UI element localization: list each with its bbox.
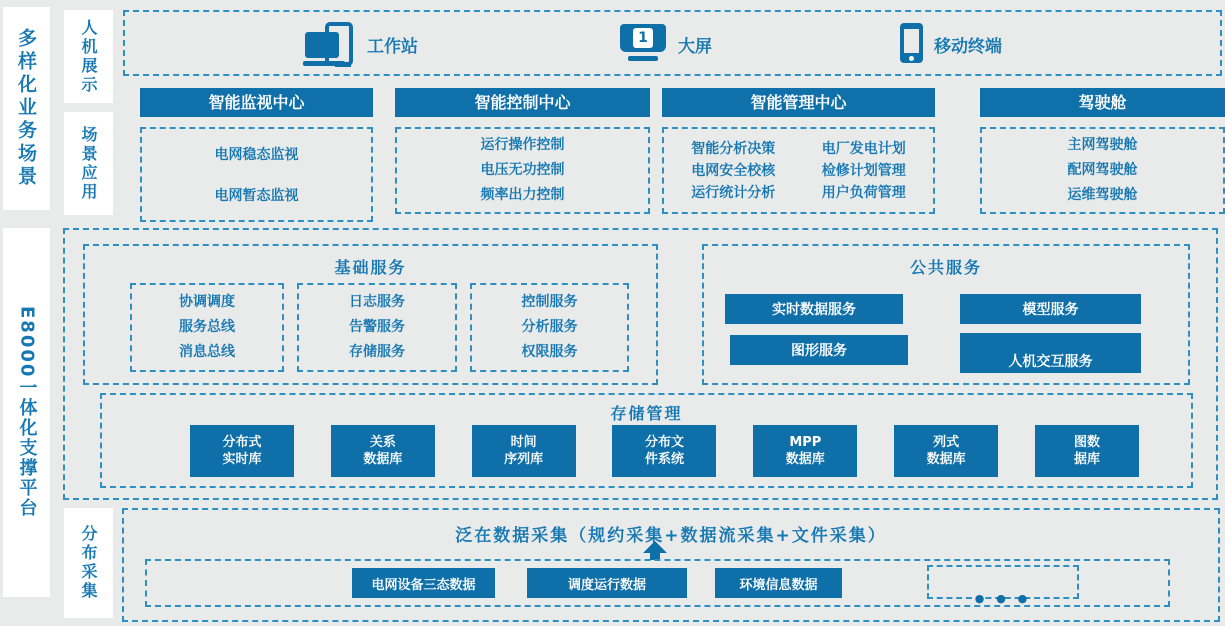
item: 智能分析决策 — [691, 140, 776, 157]
big-screen-badge: 1 — [633, 28, 653, 48]
rail-scenario — [64, 112, 113, 215]
item: 权限服务 — [521, 344, 578, 360]
source-grid-device-data: 电网设备三态数据 — [352, 568, 495, 598]
public-service-realtime-data: 实时数据服务 — [725, 294, 903, 324]
basic-services-title: 基础服务 — [334, 258, 407, 277]
basic-services-group-control — [470, 283, 629, 372]
center-management — [662, 88, 935, 214]
center-cockpit — [980, 88, 1225, 214]
mobile-icon — [900, 23, 924, 65]
db-columnar — [894, 425, 998, 477]
terminal-big-screen — [620, 20, 712, 68]
basic-services-group-bus — [130, 283, 284, 372]
source-dispatch-operation-data: 调度运行数据 — [527, 568, 687, 598]
item: 用户负荷管理 — [821, 184, 906, 201]
center-monitoring-items — [140, 127, 373, 222]
center-control-header: 智能控制中心 — [395, 88, 650, 117]
rail-collection-label: 分布采集 — [79, 525, 98, 601]
db-mpp — [753, 425, 857, 477]
rail-collection — [64, 508, 113, 618]
item: 控制服务 — [521, 294, 578, 310]
center-control-items — [395, 127, 650, 214]
rail-scenario-label: 场景应用 — [79, 125, 98, 202]
source-environment-info-data: 环境信息数据 — [715, 568, 842, 598]
center-monitoring — [140, 88, 373, 222]
rail-display-label: 人机展示 — [79, 18, 98, 95]
storage-panel — [100, 393, 1193, 488]
terminals-panel — [123, 10, 1222, 76]
db-line: 件系统 — [644, 452, 684, 467]
db-line: 列式 — [933, 435, 960, 450]
source-more-box — [927, 565, 1079, 605]
item: 分析服务 — [521, 319, 578, 335]
db-relational — [331, 425, 435, 477]
item: 电网稳态监视 — [214, 146, 299, 163]
rail-platform — [3, 228, 50, 597]
workstation-icon — [303, 20, 357, 68]
big-screen-label: 大屏 — [678, 36, 712, 57]
item: 电压无功控制 — [480, 162, 565, 178]
basic-services-panel — [83, 244, 658, 385]
mobile-label: 移动终端 — [934, 36, 1002, 57]
item: 运维驾驶舱 — [1067, 187, 1138, 203]
storage-title: 存储管理 — [610, 404, 683, 423]
collection-sources-box — [145, 559, 1170, 607]
public-services-panel — [702, 244, 1190, 385]
collection-panel — [122, 508, 1220, 622]
db-line: 据库 — [1073, 452, 1100, 467]
storage-databases — [190, 425, 1139, 477]
center-management-header: 智能管理中心 — [662, 88, 935, 117]
db-line: 数据库 — [363, 452, 403, 467]
public-service-model: 模型服务 — [960, 294, 1141, 324]
db-line: 分布式 — [222, 435, 262, 450]
item: 配网驾驶舱 — [1067, 162, 1138, 178]
db-line: 分布文 — [644, 435, 684, 450]
terminal-mobile — [900, 20, 1002, 68]
ellipsis-dots: ● ● ● — [974, 592, 1032, 605]
db-line: MPP — [789, 435, 822, 450]
rail-business-scenarios — [3, 7, 50, 210]
item: 日志服务 — [349, 294, 405, 310]
item: 消息总线 — [179, 344, 235, 360]
center-cockpit-header: 驾驶舱 — [980, 88, 1225, 117]
item: 协调调度 — [179, 294, 235, 310]
item: 频率出力控制 — [480, 187, 565, 203]
item: 电网安全校核 — [691, 162, 776, 179]
rail-platform-label: E8000一体化支撑平台 — [16, 306, 38, 519]
db-time-series — [472, 425, 576, 477]
db-line: 数据库 — [926, 452, 966, 467]
item: 告警服务 — [349, 319, 405, 335]
public-service-graphics: 图形服务 — [730, 335, 908, 365]
up-arrow-icon — [642, 541, 668, 560]
public-service-hmi: 人机交互服务 — [960, 333, 1141, 373]
terminal-workstation — [303, 20, 418, 68]
center-cockpit-items — [980, 127, 1225, 214]
db-line: 序列库 — [504, 452, 544, 467]
item: 运行统计分析 — [691, 184, 776, 201]
item: 服务总线 — [179, 319, 235, 335]
db-line: 数据库 — [785, 452, 825, 467]
item: 主网驾驶舱 — [1067, 137, 1138, 153]
center-monitoring-header: 智能监视中心 — [140, 88, 373, 117]
db-distributed-realtime — [190, 425, 294, 477]
center-control — [395, 88, 650, 214]
item: 电厂发电计划 — [821, 140, 906, 157]
center-management-items — [662, 127, 935, 214]
item: 存储服务 — [349, 344, 405, 360]
item: 电网暂态监视 — [214, 188, 299, 205]
db-distributed-file — [612, 425, 716, 477]
collection-title: 泛在数据采集（规约采集+数据流采集+文件采集） — [455, 526, 887, 546]
rail-display — [64, 10, 113, 103]
public-services-title: 公共服务 — [909, 258, 982, 277]
workstation-label: 工作站 — [367, 36, 418, 57]
big-screen-icon — [620, 24, 668, 64]
rail-business-scenarios-label: 多样化业务场景 — [15, 28, 37, 189]
basic-services-group-log — [297, 283, 457, 372]
item: 运行操作控制 — [480, 137, 565, 153]
db-line: 实时库 — [222, 452, 262, 467]
db-line: 时间 — [510, 435, 537, 450]
db-line: 关系 — [369, 435, 396, 450]
db-graph — [1035, 425, 1139, 477]
item: 检修计划管理 — [821, 162, 906, 179]
db-line: 图数 — [1073, 435, 1100, 450]
